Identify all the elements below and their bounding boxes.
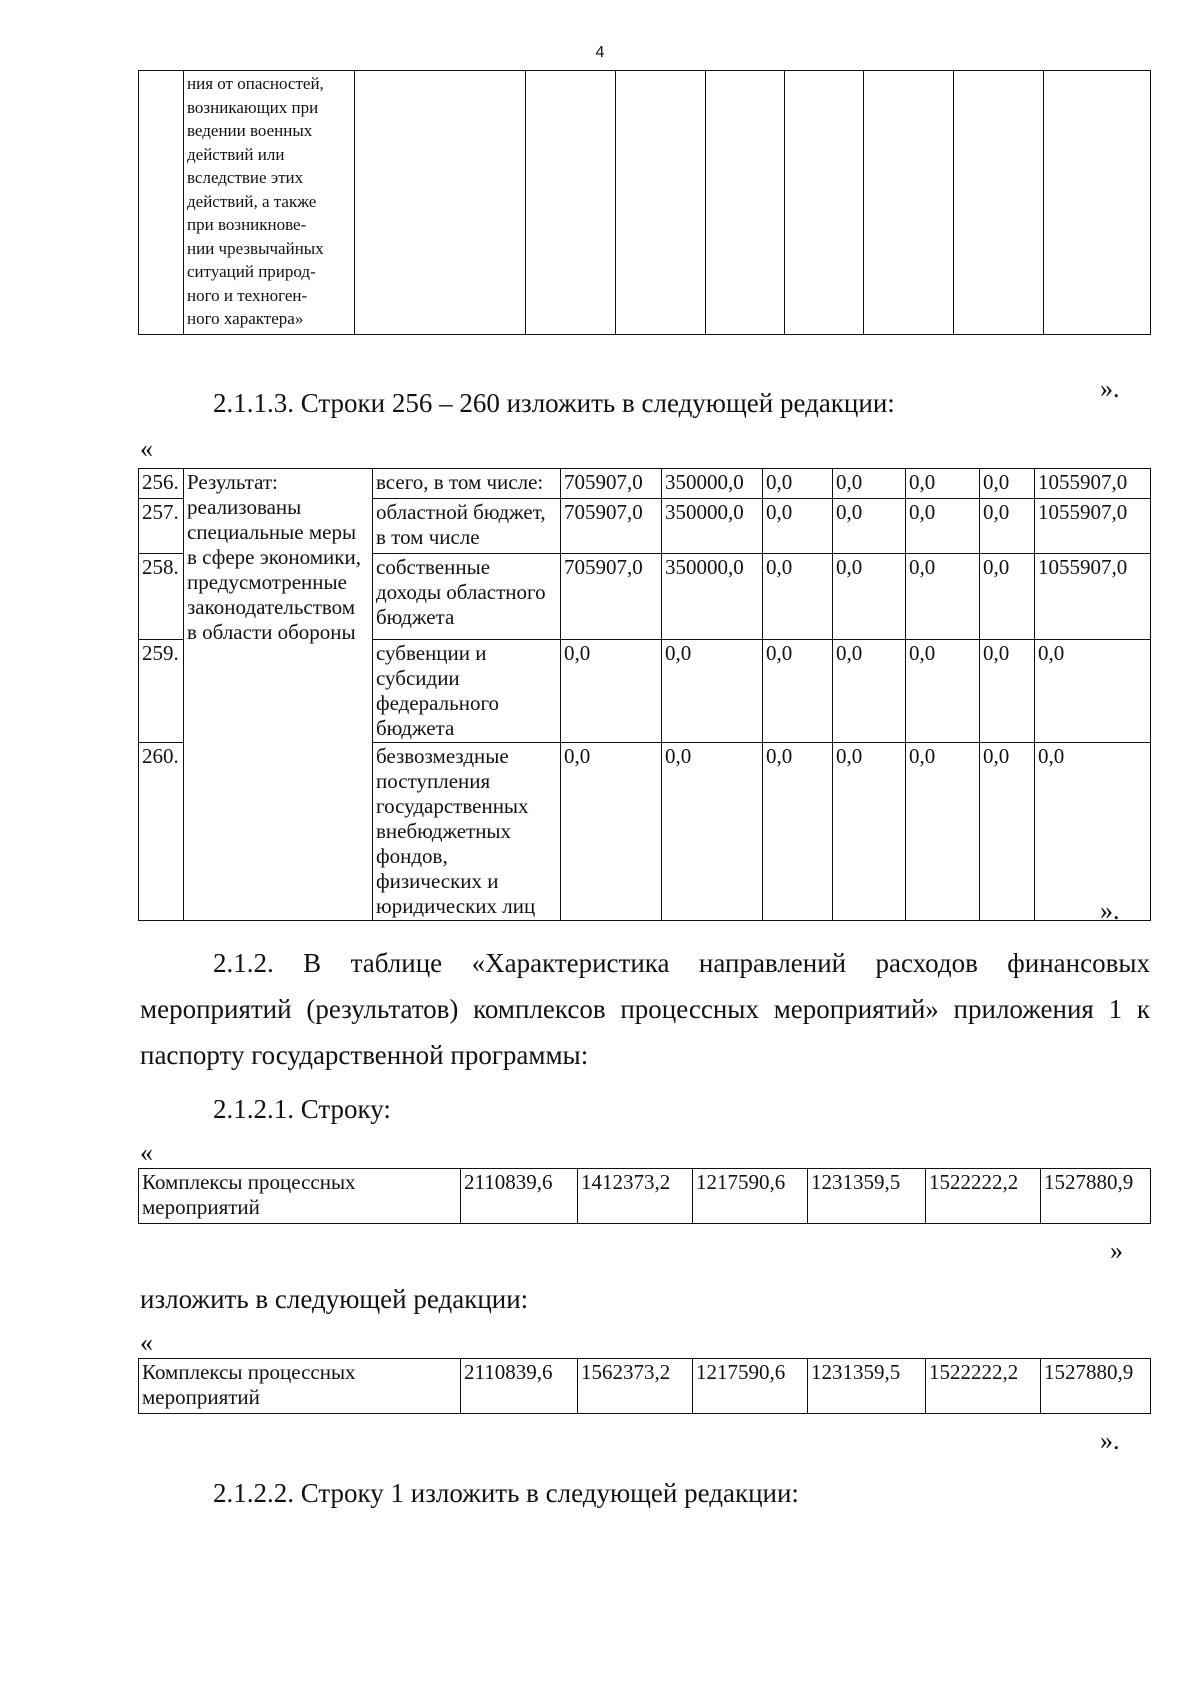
value-cell: 1231359,5: [808, 1169, 926, 1224]
row-label: Комплексы процессных мероприятий: [139, 1359, 461, 1414]
value-cell: 1412373,2: [578, 1169, 693, 1224]
row-number: 259.: [139, 640, 184, 743]
table-cell: [785, 71, 864, 335]
table-row-new: [138, 1358, 1151, 1414]
table-cell: [706, 71, 785, 335]
value-cell: 1527880,9: [1041, 1169, 1151, 1224]
row-label: областной бюджет, в том числе: [373, 499, 561, 554]
table-row-old: [138, 1168, 1151, 1224]
row-label: собственные доходы областного бюджета: [373, 554, 561, 640]
value-cell: 0,0: [763, 640, 833, 743]
value-cell: 705907,0: [561, 499, 662, 554]
table-cell: [526, 71, 616, 335]
value-cell: 1231359,5: [808, 1359, 926, 1414]
section-heading: 2.1.1.3. Строки 256 – 260 изложить в следующей редакции:: [213, 388, 895, 418]
value-cell: 0,0: [763, 469, 833, 499]
closing-quote: »: [1110, 1236, 1123, 1265]
closing-quote: ».: [1100, 374, 1120, 403]
value-cell: 0,0: [906, 469, 980, 499]
value-cell: 0,0: [980, 640, 1035, 743]
value-cell: 1055907,0: [1035, 499, 1151, 554]
text-line: ведении военных: [187, 121, 313, 140]
text-line: ного и техноген-: [187, 285, 308, 305]
value-cell: 0,0: [662, 743, 763, 921]
value-cell: 1217590,6: [693, 1359, 808, 1414]
value-cell: 1055907,0: [1035, 469, 1151, 499]
table-row: [139, 1169, 1151, 1224]
closing-quote: ».: [1100, 896, 1120, 925]
section-heading: 2.1.2.2. Строку 1 изложить в следующей редакции:: [213, 1478, 799, 1508]
value-cell: 1522222,2: [926, 1359, 1041, 1414]
value-cell: 350000,0: [662, 554, 763, 640]
table-cell: [616, 71, 706, 335]
value-cell: 1522222,2: [926, 1169, 1041, 1224]
row-label: Комплексы процессных мероприятий: [139, 1169, 461, 1224]
replace-text: изложить в следующей редакции:: [140, 1284, 529, 1314]
value-cell: 2110839,6: [461, 1169, 578, 1224]
closing-quote: ».: [1100, 1426, 1120, 1455]
value-cell: 0,0: [662, 640, 763, 743]
table-rows-256-260: [138, 468, 1151, 921]
value-cell: 0,0: [980, 743, 1035, 921]
value-cell: 0,0: [980, 554, 1035, 640]
value-cell: 1217590,6: [693, 1169, 808, 1224]
row-number: 260.: [139, 743, 184, 921]
value-cell: 0,0: [906, 640, 980, 743]
value-cell: 0,0: [561, 640, 662, 743]
section-heading: 2.1.2.1. Строку:: [213, 1094, 391, 1124]
opening-quote: «: [140, 1138, 153, 1167]
value-cell: 1562373,2: [578, 1359, 693, 1414]
text-line: при возникнове-: [187, 215, 307, 234]
text-line: действий, а также: [187, 191, 317, 211]
table-row: [139, 469, 1151, 499]
table-cell-text: [184, 71, 355, 335]
value-cell: 0,0: [1035, 640, 1151, 743]
table-cell: [1044, 71, 1151, 335]
value-cell: 0,0: [763, 554, 833, 640]
table-cell: [355, 71, 526, 335]
opening-quote: «: [140, 434, 153, 463]
value-cell: 0,0: [1035, 743, 1151, 921]
value-cell: 0,0: [980, 499, 1035, 554]
value-cell: 1055907,0: [1035, 554, 1151, 640]
value-cell: 0,0: [833, 499, 906, 554]
value-cell: 0,0: [906, 743, 980, 921]
row-number: 256.: [139, 469, 184, 499]
value-cell: 1527880,9: [1041, 1359, 1151, 1414]
value-cell: 0,0: [833, 743, 906, 921]
row-label: безвозмездные поступления государственных внебюджетных фондов, физических и юридических лиц: [373, 743, 561, 921]
value-cell: 2110839,6: [461, 1359, 578, 1414]
table-cell: [954, 71, 1044, 335]
value-cell: 0,0: [833, 469, 906, 499]
row-number: 258.: [139, 554, 184, 640]
value-cell: 350000,0: [662, 499, 763, 554]
table-cell: [139, 71, 184, 335]
value-cell: 0,0: [833, 640, 906, 743]
text-line: возникающих при: [187, 97, 319, 117]
opening-quote: «: [140, 1328, 153, 1357]
table-continuation: [138, 70, 1151, 335]
value-cell: 705907,0: [561, 554, 662, 640]
text-line: ного характера»: [187, 309, 304, 328]
row-label: субвенции и субсидии федерального бюджета: [373, 640, 561, 743]
row-number: 257.: [139, 499, 184, 554]
table-row: [139, 1359, 1151, 1414]
result-description: Результат: реализованы специальные меры в сфере экономики, предусмотренные законодательством в области обороны: [184, 469, 373, 921]
text-line: нии чрезвычайных: [187, 238, 324, 258]
paragraph-2-1-2: 2.1.2. В таблице «Характеристика направлений расходов финансовых мероприятий (результатов) комплексов процессных мероприятий» приложения 1 к паспорту государственной программы:: [140, 948, 1150, 1070]
value-cell: 0,0: [906, 554, 980, 640]
value-cell: 0,0: [906, 499, 980, 554]
row-label: всего, в том числе:: [373, 469, 561, 499]
text-line: ситуаций природ-: [187, 262, 316, 281]
page-number: 4: [595, 44, 605, 61]
value-cell: 0,0: [833, 554, 906, 640]
value-cell: 350000,0: [662, 469, 763, 499]
value-cell: 0,0: [561, 743, 662, 921]
text-line: действий или: [187, 144, 285, 164]
value-cell: 705907,0: [561, 469, 662, 499]
text-line: ния от опасностей,: [187, 74, 324, 93]
table-cell: [864, 71, 954, 335]
value-cell: 0,0: [763, 743, 833, 921]
text-line: вследствие этих: [187, 168, 304, 187]
value-cell: 0,0: [980, 469, 1035, 499]
value-cell: 0,0: [763, 499, 833, 554]
